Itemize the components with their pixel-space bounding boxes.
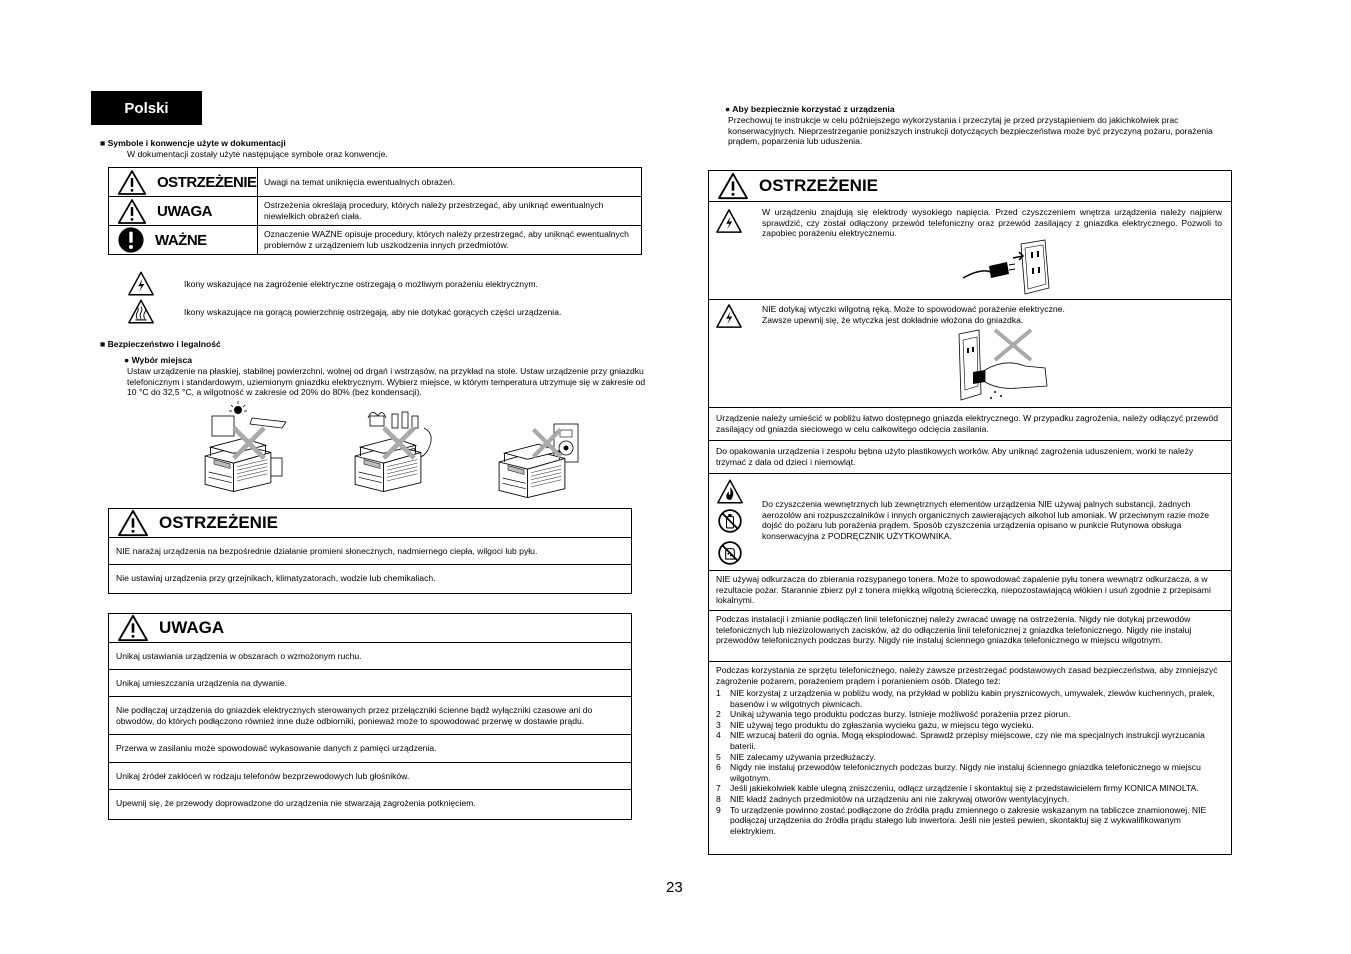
safety-heading: ■ Bezpieczeństwo i legalność xyxy=(100,339,221,349)
warning-row: NIE narażaj urządzenia na bezpośrednie działanie promieni słonecznych, nadmiernego ciepła, wilgoci lub pyłu. xyxy=(109,538,631,565)
icon-electric-desc: Ikony wskazujące na zagrożenie elektryczne ostrzegają o możliwym porażeniu elektrycznym. xyxy=(184,279,538,289)
caution-triangle-icon xyxy=(117,614,149,642)
electric-hazard-icon xyxy=(127,270,155,297)
symbol-desc: Oznaczenie WAŻNE opisuje procedury, których należy przestrzegać, aby uniknąć ewentualnych problemów z urządzeniem lub uszkodzenia innych przedmiotów. xyxy=(258,226,642,255)
list-item-text: Jeśli jakiekolwiek kable ulegną zniszczeniu, odłącz urządzenie i skontaktuj się z przedstawicielem firmy KONICA MINOLTA. xyxy=(730,783,1199,794)
warning-box-header xyxy=(709,171,1231,202)
warning-triangle-icon xyxy=(117,169,147,196)
hot-surface-icon xyxy=(127,298,155,325)
symbol-row-caution xyxy=(109,197,642,226)
list-item-number: 8 xyxy=(716,793,721,804)
list-item-number: 7 xyxy=(716,783,721,794)
warning-text-b: Zawsze upewnij się, że wtyczka jest dokładnie włożona do gniazdka. xyxy=(762,315,1024,325)
list-item-number: 3 xyxy=(716,719,721,730)
warning-row-wet-hands xyxy=(709,300,1231,408)
warning-box-main xyxy=(708,170,1232,855)
warning-row-outlet xyxy=(709,408,1231,441)
important-icon xyxy=(117,226,145,254)
warning-triangle-icon xyxy=(117,509,149,537)
caution-row: Przerwa w zasilaniu może spowodować wykasowanie danych z pamięci urządzenia. xyxy=(109,735,631,763)
illustration-water-chemicals xyxy=(344,406,444,496)
list-item xyxy=(716,688,1221,709)
list-item xyxy=(716,762,1221,783)
warning-text: Urządzenie należy umieścić w pobliżu łatwo dostępnego gniazda elektrycznego. W przypadku zagrożenia, należy odłączyć przewód zasilający od gniazda sieciowego w celu całkowitego odcięcia zasilania. xyxy=(716,413,1219,434)
warning-text-a: NIE dotykaj wtyczki wilgotną ręką. Może to spowodować porażenie elektryczne. xyxy=(762,304,1065,314)
symbols-heading: ■ Symbole i konwencje użyte w dokumentacji xyxy=(100,138,286,148)
list-item xyxy=(716,794,1221,805)
location-heading: ● Wybór miejsca xyxy=(124,355,193,365)
symbol-table xyxy=(108,167,642,255)
list-item-number: 4 xyxy=(716,730,721,741)
caution-triangle-icon xyxy=(117,198,147,225)
caution-row: Unikaj źródeł zakłóceń w rodzaju telefonów bezprzewodowych lub głośników. xyxy=(109,763,631,790)
warning-row-phone-safety xyxy=(709,662,1231,857)
list-item-text: Nigdy nie instaluj przewodów telefonicznych podczas burzy. Nigdy nie instaluj ściennego gniazdka telefonicznego w miejscu wilgotnym. xyxy=(730,762,1201,783)
warning-row-phone-line xyxy=(709,611,1231,662)
list-item-number: 1 xyxy=(716,688,721,698)
list-item-number: 2 xyxy=(716,709,721,720)
electric-hazard-icon xyxy=(715,208,743,234)
warning-box-location xyxy=(108,508,632,594)
no-flammable-icon xyxy=(717,540,743,566)
symbol-word: OSTRZEŻENIE xyxy=(157,173,257,191)
language-label: Polski xyxy=(124,99,169,117)
list-item-text: NIE wrzucaj baterii do ognia. Mogą eksplodować. Sprawdź przepisy miejscowe, czy nie ma specjalnych instrukcji wyrzucania baterii. xyxy=(730,730,1205,751)
icon-hot-desc: Ikony wskazujące na gorącą powierzchnię ostrzegają, aby nie dotykać gorących części urządzenia. xyxy=(184,307,562,317)
warning-row-toner xyxy=(709,571,1231,611)
list-item-text: NIE korzystaj z urządzenia w pobliżu wody, na przykład w pobliżu kabin prysznicowych, umywalek, zlewów kuchennych, pralek, basenów i w wilgotnych piwnicach. xyxy=(730,688,1215,709)
warning-row-plastic-bags xyxy=(709,441,1231,474)
page-number: 23 xyxy=(666,879,683,896)
list-item xyxy=(716,720,1221,731)
list-item xyxy=(716,783,1221,794)
caution-row: Upewnij się, że przewody doprowadzone do urządzenia nie stwarzają zagrożenia potknięciem. xyxy=(116,798,476,809)
warning-box-title: OSTRZEŻENIE xyxy=(759,176,879,195)
symbols-intro: W dokumentacji zostały użyte następujące symbole oraz konwencje. xyxy=(127,149,388,159)
list-item-number: 5 xyxy=(716,751,721,762)
symbol-word: UWAGA xyxy=(157,202,212,220)
list-item-number: 9 xyxy=(716,804,721,815)
location-text: Ustaw urządzenie na płaskiej, stabilnej powierzchni, wolnej od drgań i wstrząsów, na przykład na stole. Ustaw urządzenie przy gniazdku telefonicznym i standardowym, uziemionym gniazdku elektrycznym. Wybierz miejsce, w którym temperatura utrzymuje się w zakresie od 10 °C do 32,5 °C, a wilgotność w zakresie od 20% do 80% (bez kondensacji). xyxy=(127,366,646,398)
warning-text: Do czyszczenia wewnętrznych lub zewnętrznych elementów urządzenia NIE używaj palnych substancji, żadnych aerozolów ani rozpuszczalników i innych organicznych zawierających alkohol lub amoniak. W przeciwnym razie może dojść do pożaru lub porażenia prądem. Sposób czyszczenia urządzenia opisano w punkcie Rutynowa obsługa konserwacyjna z PODRĘCZNIK UŻYTKOWNIKA. xyxy=(762,499,1210,541)
caution-row: Nie podłączaj urządzenia do gniazdek elektrycznych sterowanych przez przełączniki ścienne bądź wyłączniki czasowe ani do obwodów, do których podłączono również inne duże odbiorniki, ponieważ może to spowodować przerwę w dostawie prądu. xyxy=(109,697,631,735)
list-item xyxy=(716,752,1221,763)
list-item-text: To urządzenie powinno zostać podłączone do źródła prądu zmiennego o zakresie wskazanym na tabliczce znamionowej. NIE podłączaj urządzenia do źródła prądu stałego lub inwertora. Jeśli nie jesteś pewien, skontaktuj się z wykwalifikowanym elektrykiem. xyxy=(730,804,1207,836)
warning-text: NIE używaj odkurzacza do zbierania rozsypanego tonera. Może to spowodować zapalenie pyłu tonera wewnątrz odkurzacza, a w rezultacie pożar. Starannie zbierz pył z tonera miękką wilgotną ściereczką, niepozostawiającą włókien i usuń zgodnie z przepisami lokalnymi. xyxy=(716,574,1211,606)
fire-hazard-icon xyxy=(716,478,744,505)
list-item-text: NIE kładź żadnych przedmiotów na urządzeniu ani nie zakrywaj otworów wentylacyjnych. xyxy=(730,793,1070,804)
safety-numbered-list xyxy=(716,688,1221,836)
symbol-desc: Ostrzeżenia określają procedury, których należy przestrzegać, aby uniknąć ewentualnych niewielkich obrażeń ciała. xyxy=(258,197,642,226)
safe-use-text: Przechowuj te instrukcje w celu późniejszego wykorzystania i przeczytaj je przed przystąpieniem do jakichkolwiek prac konserwacyjnych. Nieprzestrzeganie poniższych instrukcji dotyczących bezpieczeństwa może być przyczyną pożaru, porażenia prądem, poparzenia lub uduszenia. xyxy=(728,115,1213,147)
warning-row: Nie ustawiaj urządzenia przy grzejnikach, klimatyzatorach, wodzie lub chemikaliach. xyxy=(116,573,436,584)
list-item-number: 6 xyxy=(716,762,721,773)
list-item-text: Unikaj używania tego produktu podczas burzy. Istnieje możliwość porażenia przez piorun. xyxy=(730,709,1071,720)
symbol-row-important xyxy=(109,226,642,255)
illustration-sun-heat xyxy=(198,400,298,495)
language-badge xyxy=(91,91,202,125)
symbol-desc: Uwagi na temat uniknięcia ewentualnych obrażeń. xyxy=(258,168,642,197)
safe-use-heading: ● Aby bezpiecznie korzystać z urządzenia xyxy=(725,104,895,114)
caution-box-location xyxy=(108,613,632,820)
warning-text: Podczas instalacji i zmianie podłączeń linii telefonicznej należy zwracać uwagę na ostrzeżenia. Nigdy nie dotykaj przewodów telefonicznych lub niezizolowanych zacisków, aż do odłączenia linii telefonicznej z gniazdka telefonicznego. Nigdy nie instaluj przewodów telefonicznych podczas burzy. Nigdy nie instaluj ściennego gniazdka telefonicznego w miejscu wilgotnym. xyxy=(716,614,1192,646)
illustration-speaker xyxy=(490,418,590,498)
warning-row-high-voltage xyxy=(709,202,1231,300)
caution-box-header xyxy=(109,614,631,643)
warning-triangle-icon xyxy=(717,172,749,200)
wet-hand-plug-illustration xyxy=(955,326,1051,404)
list-item xyxy=(716,805,1221,837)
electric-hazard-icon xyxy=(715,303,743,329)
no-spray-icon xyxy=(717,508,743,534)
warning-text-intro: Podczas korzystania ze sprzętu telefonicznego, należy zawsze przestrzegać podstawowych zasad bezpieczeństwa, aby zmniejszyć zagrożenie pożarem, porażeniem prądem i poranieniem osób. Dlatego też: xyxy=(716,665,1218,686)
list-item xyxy=(716,709,1221,720)
symbol-word: WAŻNE xyxy=(155,231,207,249)
warning-row-cleaning xyxy=(709,474,1231,571)
list-item-text: NIE używaj tego produktu do zgłaszania wycieku gazu, w miejscu tego wycieku. xyxy=(730,719,1034,730)
list-item-text: NIE zalecamy używania przedłużaczy. xyxy=(730,751,876,762)
caution-row: Unikaj ustawiania urządzenia w obszarach o wzmożonym ruchu. xyxy=(109,643,631,670)
warning-text: W urządzeniu znajdują się elektrody wysokiego napięcia. Przed czyszczeniem wnętrza urządzenia należy najpierw sprawdzić, czy został odłączony przewód telefoniczny oraz przewód zasilający z gniazdka elektrycznego. Pozwoli to zapobiec porażeniu elektrycznemu. xyxy=(762,207,1222,239)
plug-unplug-illustration xyxy=(961,238,1061,298)
warning-box-header xyxy=(109,509,631,538)
caution-box-title: UWAGA xyxy=(159,618,225,637)
list-item xyxy=(716,730,1221,751)
symbol-row-warning xyxy=(109,168,642,197)
caution-row: Unikaj umieszczania urządzenia na dywanie. xyxy=(109,670,631,697)
warning-box-title: OSTRZEŻENIE xyxy=(159,513,279,532)
warning-text: Do opakowania urządzenia i zespołu bębna użyto plastikowych worków. Aby uniknąć zagrożenia uduszeniem, worki te należy trzymać z dala od dzieci i niemowląt. xyxy=(716,446,1194,467)
